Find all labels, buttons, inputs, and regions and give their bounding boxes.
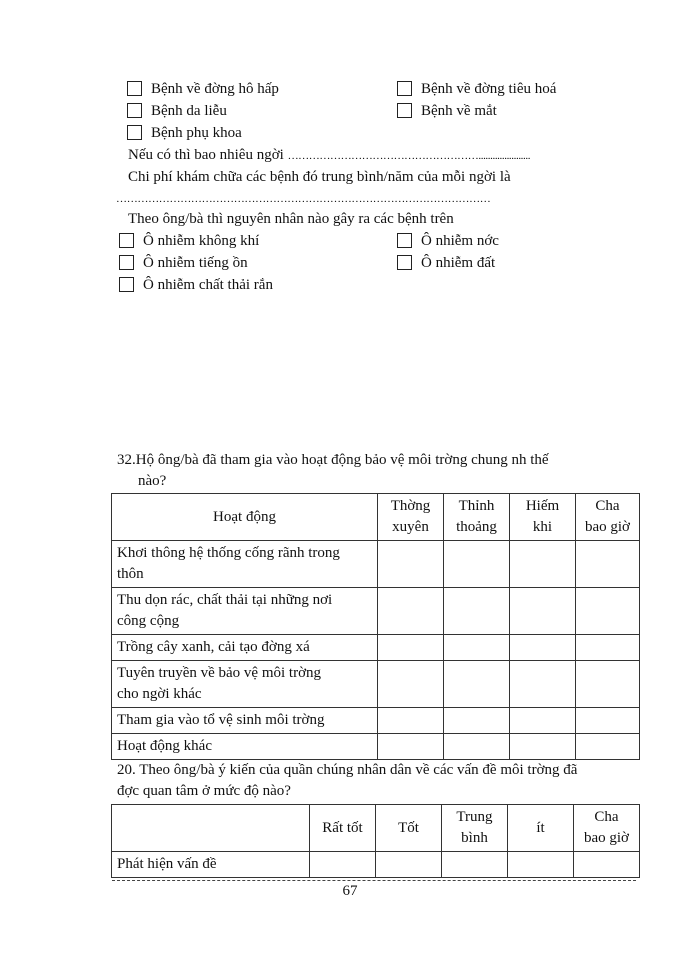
answer-cell[interactable] xyxy=(510,588,576,635)
answer-cell[interactable] xyxy=(444,708,510,734)
table-row xyxy=(112,852,640,878)
answer-cell[interactable] xyxy=(510,708,576,734)
page-number: 67 xyxy=(342,883,358,899)
cause-option-water[interactable]: Ô nhiễm nớc xyxy=(397,231,499,251)
checkbox[interactable] xyxy=(397,103,412,118)
how-many-blank[interactable]: ………………………………………………...................... xyxy=(287,150,531,162)
header-often: Thờng xuyên xyxy=(378,494,444,541)
header-never: Cha bao giờ xyxy=(576,494,640,541)
answer-cell[interactable] xyxy=(510,635,576,661)
cause-option-solid-waste[interactable]: Ô nhiễm chất thải rắn xyxy=(119,275,273,295)
header-average: Trung bình xyxy=(442,805,508,852)
cause-option-air[interactable]: Ô nhiễm không khí xyxy=(119,231,259,251)
issue-label: Phát hiện vấn đề xyxy=(112,852,310,878)
activity-label: Trồng cây xanh, cải tạo đờng xá xyxy=(112,635,378,661)
activity-label: Khơi thông hệ thống cống rãnh trong thôn xyxy=(112,541,378,588)
answer-cell[interactable] xyxy=(378,588,444,635)
answer-cell[interactable] xyxy=(444,635,510,661)
header-activity: Hoạt động xyxy=(112,494,378,541)
how-many-line xyxy=(128,145,530,166)
disease-option-digestive[interactable]: Bệnh về đờng tiêu hoá xyxy=(397,79,556,99)
answer-cell[interactable] xyxy=(576,734,640,760)
answer-cell[interactable] xyxy=(576,661,640,708)
disease-option-respiratory[interactable]: Bệnh về đờng hô hấp xyxy=(127,79,279,99)
answer-cell[interactable] xyxy=(444,541,510,588)
q20-question-line2: đợc quan tâm ở mức độ nào? xyxy=(117,783,291,799)
answer-cell[interactable] xyxy=(378,734,444,760)
table-header-row xyxy=(112,494,640,541)
header-rarely: Hiếm khi xyxy=(510,494,576,541)
cause-option-noise[interactable]: Ô nhiễm tiếng ồn xyxy=(119,253,248,273)
disease-option-gynecology[interactable]: Bệnh phụ khoa xyxy=(127,123,242,143)
q32-question-line1: 32.Hộ ông/bà đã tham gia vào hoạt động bảo vệ môi trờng chung nh thế xyxy=(117,452,549,468)
q32-activity-table xyxy=(111,493,640,760)
answer-cell[interactable] xyxy=(378,708,444,734)
checkbox[interactable] xyxy=(397,255,412,270)
answer-cell[interactable] xyxy=(576,541,640,588)
answer-cell[interactable] xyxy=(510,734,576,760)
answer-cell[interactable] xyxy=(576,708,640,734)
answer-cell[interactable] xyxy=(576,588,640,635)
answer-cell[interactable] xyxy=(510,541,576,588)
table-row xyxy=(112,588,640,635)
checkbox[interactable] xyxy=(127,81,142,96)
answer-cell[interactable] xyxy=(378,541,444,588)
checkbox[interactable] xyxy=(397,233,412,248)
disease-option-skin[interactable]: Bệnh da liễu xyxy=(127,101,227,121)
how-many-label: Nếu có thì bao nhiêu ngời xyxy=(128,147,284,163)
checkbox[interactable] xyxy=(119,233,134,248)
answer-cell[interactable] xyxy=(508,852,574,878)
answer-cell[interactable] xyxy=(510,661,576,708)
header-very-good: Rất tốt xyxy=(310,805,376,852)
table-row xyxy=(112,635,640,661)
checkbox[interactable] xyxy=(119,277,134,292)
header-little: ít xyxy=(508,805,574,852)
checkbox[interactable] xyxy=(397,81,412,96)
table-row xyxy=(112,541,640,588)
header-never: Cha bao giờ xyxy=(574,805,640,852)
cause-option-soil[interactable]: Ô nhiễm đất xyxy=(397,253,495,273)
cause-question: Theo ông/bà thì nguyên nhân nào gây ra các bệnh trên xyxy=(128,211,454,227)
table-row xyxy=(112,708,640,734)
q20-question-line1: 20. Theo ông/bà ý kiến của quần chúng nhân dân về các vấn đề môi trờng đã xyxy=(117,762,578,778)
activity-label: Thu dọn rác, chất thải tại những nơi công cộng xyxy=(112,588,378,635)
answer-cell[interactable] xyxy=(444,588,510,635)
answer-cell[interactable] xyxy=(442,852,508,878)
activity-label: Hoạt động khác xyxy=(112,734,378,760)
answer-cell[interactable] xyxy=(376,852,442,878)
answer-cell[interactable] xyxy=(574,852,640,878)
footer-divider xyxy=(112,880,636,881)
table-header-row xyxy=(112,805,640,852)
answer-cell[interactable] xyxy=(378,635,444,661)
cost-blank[interactable]: …………………………………………………………………………………………… xyxy=(116,193,491,205)
answer-cell[interactable] xyxy=(576,635,640,661)
activity-label: Tuyên truyền về bảo vệ môi trờng cho ngời khác xyxy=(112,661,378,708)
q32-question-line2: nào? xyxy=(138,473,167,489)
answer-cell[interactable] xyxy=(444,734,510,760)
header-good: Tốt xyxy=(376,805,442,852)
answer-cell[interactable] xyxy=(310,852,376,878)
header-sometimes: Thỉnh thoảng xyxy=(444,494,510,541)
activity-label: Tham gia vào tổ vệ sinh môi trờng xyxy=(112,708,378,734)
cost-question: Chi phí khám chữa các bệnh đó trung bình/năm của mỗi ngời là xyxy=(128,169,511,185)
checkbox[interactable] xyxy=(119,255,134,270)
q20-opinion-table xyxy=(111,804,640,878)
answer-cell[interactable] xyxy=(444,661,510,708)
checkbox[interactable] xyxy=(127,103,142,118)
answer-cell[interactable] xyxy=(378,661,444,708)
disease-option-eye[interactable]: Bệnh về mắt xyxy=(397,101,497,121)
header-blank xyxy=(112,805,310,852)
table-row xyxy=(112,734,640,760)
table-row xyxy=(112,661,640,708)
checkbox[interactable] xyxy=(127,125,142,140)
